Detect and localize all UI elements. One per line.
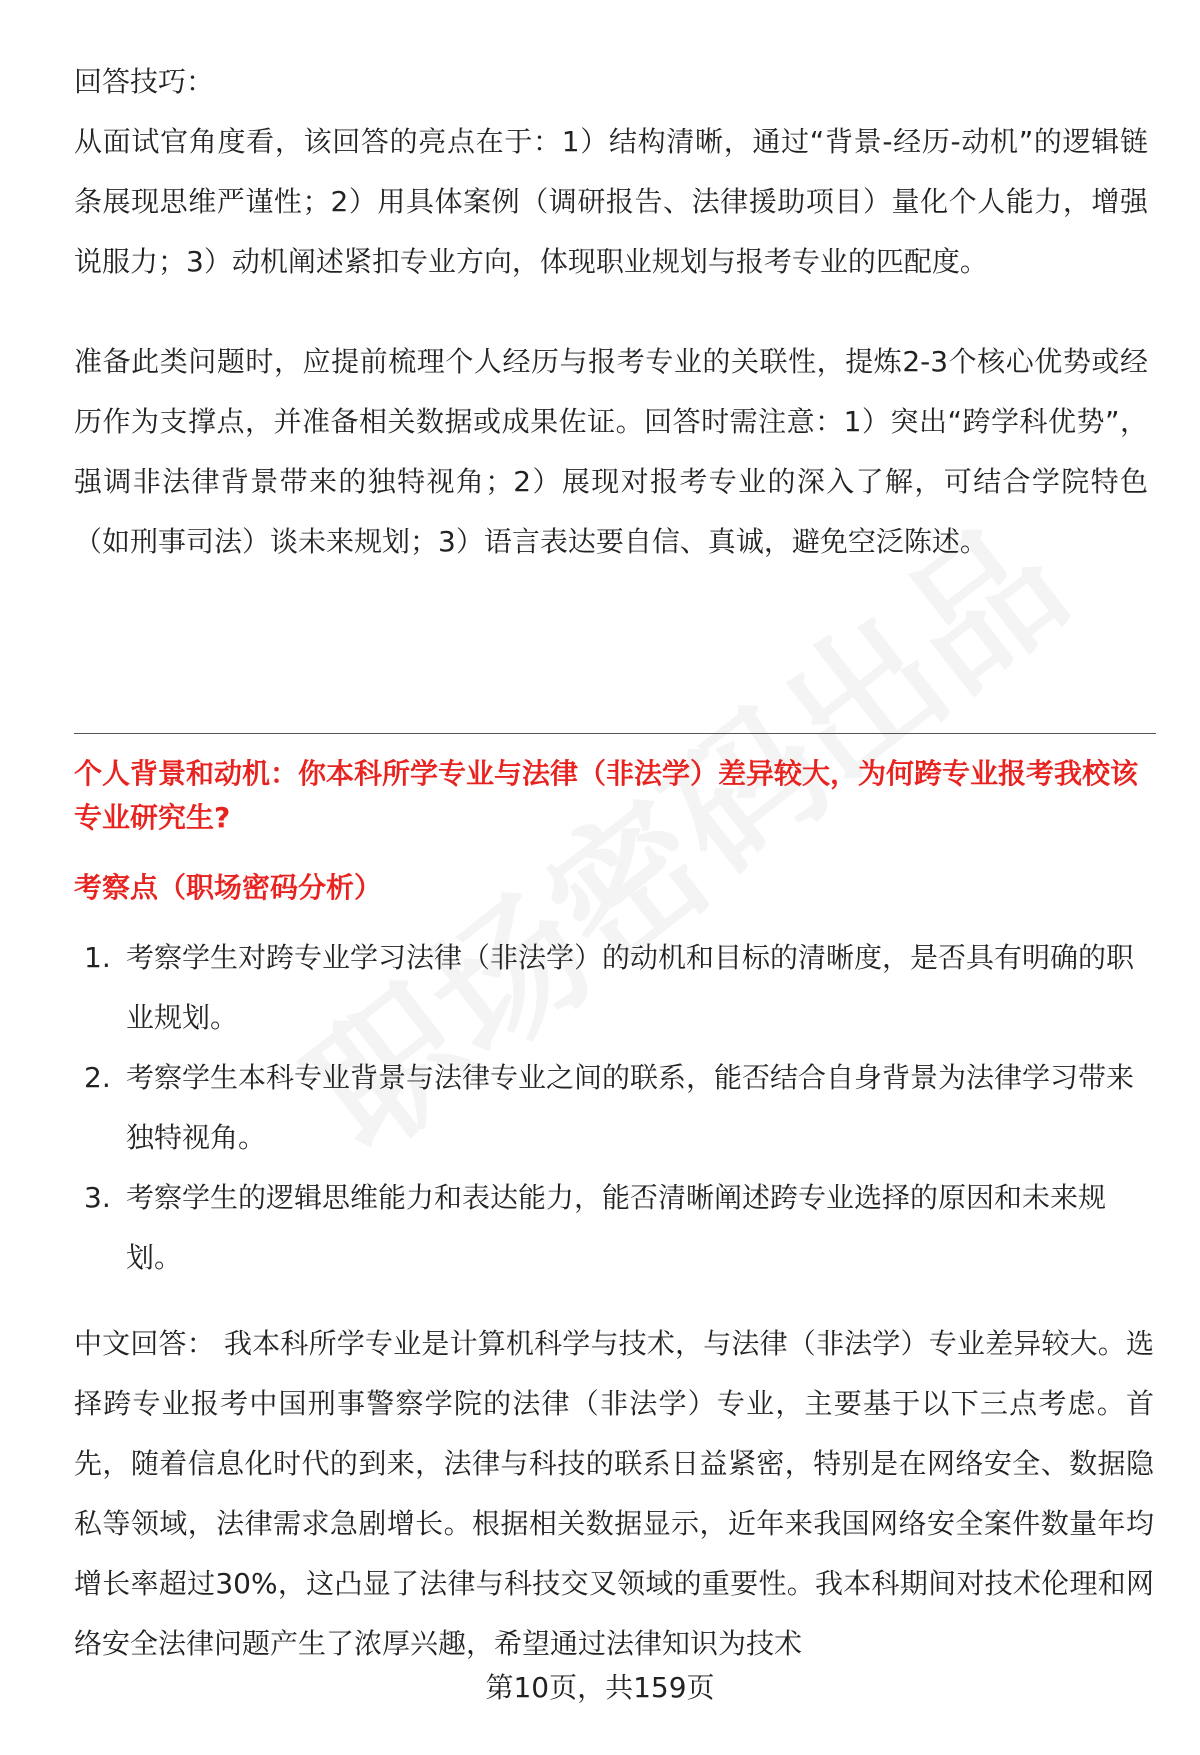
list-item — [74, 928, 1154, 1048]
section-divider — [74, 733, 1156, 734]
list-item-number: 3. — [84, 1181, 111, 1214]
answer-tips-label: 回答技巧： — [74, 65, 215, 98]
chinese-answer-paragraph: 中文回答： 我本科所学专业是计算机科学与技术，与法律（非法学）专业差异较大。选择跨专业报考中国刑事警察学院的法律（非法学）专业，主要基于以下三点考虑。首先，随着信息化时代的到来，法律与科技的联系日益紧密，特别是在网络安全、数据隐私等领域，法律需求急剧增长。根据相关数据显示，近年来我国网络安全案件数量年均增长率超过30%，这凸显了法律与科技交叉领域的重要性。我本科期间对技术伦理和网络安全法律问题产生了浓厚兴趣，希望通过法律知识为技术 — [74, 1327, 1154, 1660]
list-item — [74, 1168, 1154, 1288]
assessment-points-heading: 考察点（职场密码分析） — [74, 871, 383, 904]
list-item-text: 考察学生的逻辑思维能力和表达能力，能否清晰阐述跨专业选择的原因和未来规划。 — [126, 1181, 1107, 1274]
assessment-points-list — [74, 928, 1154, 1288]
question-section — [74, 752, 1154, 1674]
question-title: 个人背景和动机：你本科所学专业与法律（非法学）差异较大，为何跨专业报考我校该专业研究生? — [74, 757, 1139, 834]
list-item-number: 1. — [84, 941, 111, 974]
answer-tips-paragraph-2: 准备此类问题时，应提前梳理个人经历与报考专业的关联性，提炼2-3个核心优势或经历作为支撑点，并准备相关数据或成果佐证。回答时需注意：1）突出“跨学科优势”，强调非法律背景带来的独特视角；2）展现对报考专业的深入了解，可结合学院特色（如刑事司法）谈未来规划；3）语言表达要自信、真诚，避免空泛陈述。 — [74, 345, 1148, 558]
page-footer: 第10页，共159页 — [485, 1671, 715, 1704]
list-item-text: 考察学生对跨专业学习法律（非法学）的动机和目标的清晰度，是否具有明确的职业规划。 — [126, 941, 1135, 1034]
list-item — [74, 1048, 1154, 1168]
answer-tips-paragraph-1: 从面试官角度看，该回答的亮点在于：1）结构清晰，通过“背景-经历-动机”的逻辑链条展现思维严谨性；2）用具体案例（调研报告、法律援助项目）量化个人能力，增强说服力；3）动机阐述紧扣专业方向，体现职业规划与报考专业的匹配度。 — [74, 125, 1148, 278]
intro-section — [74, 52, 1148, 572]
list-item-number: 2. — [84, 1061, 111, 1094]
list-item-text: 考察学生本科专业背景与法律专业之间的联系，能否结合自身背景为法律学习带来独特视角。 — [126, 1061, 1135, 1154]
